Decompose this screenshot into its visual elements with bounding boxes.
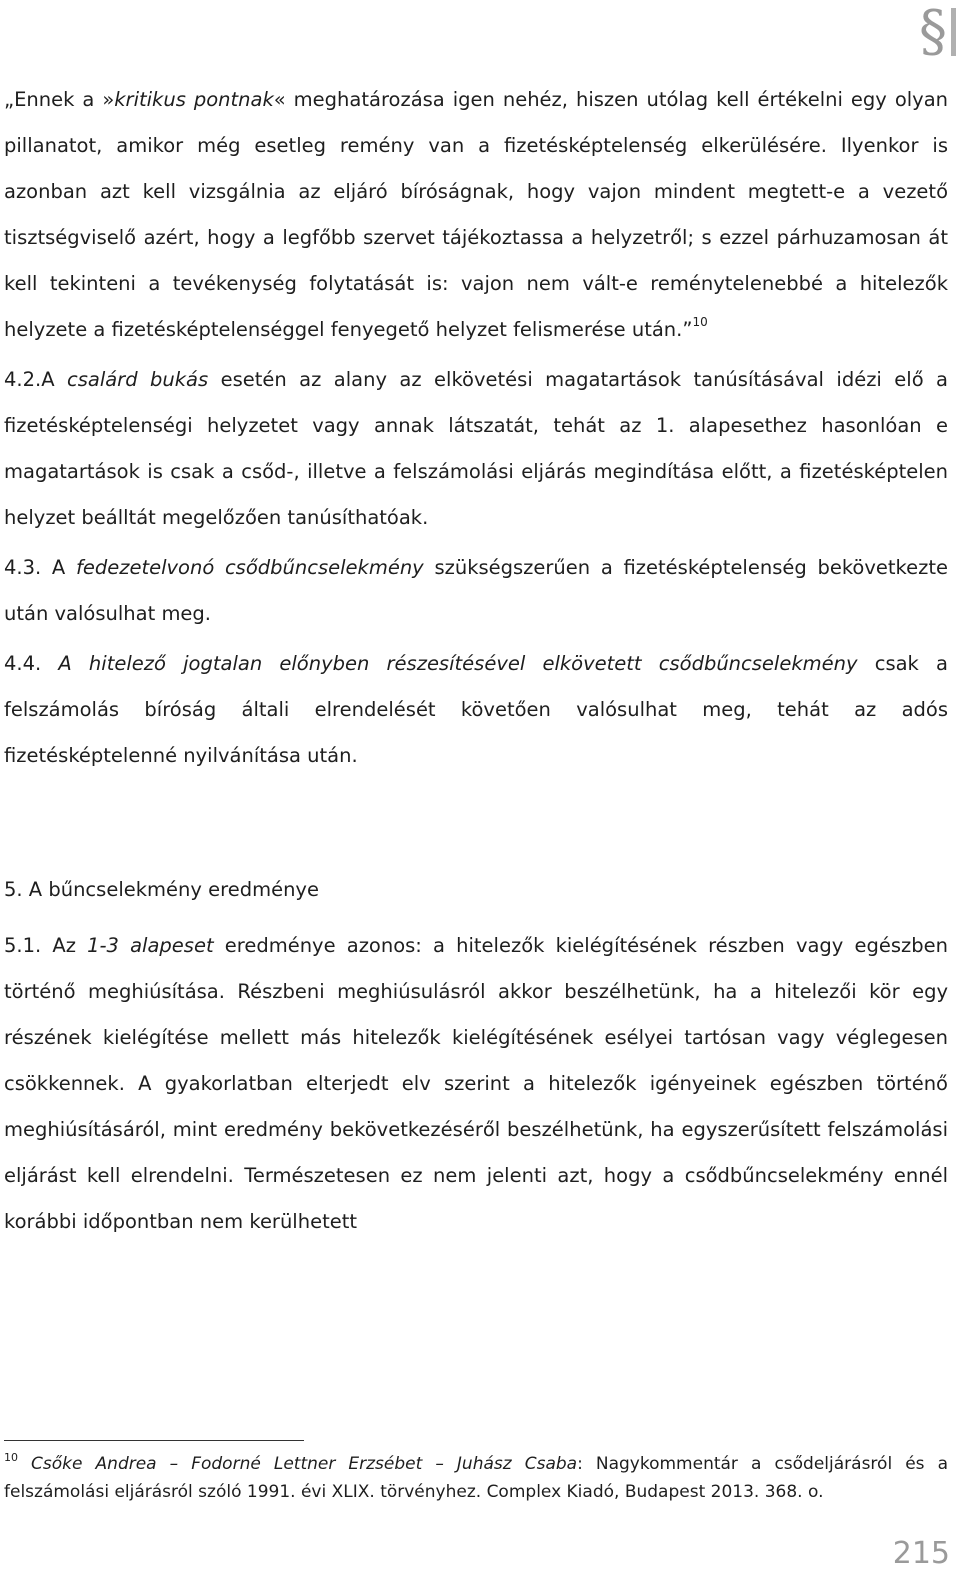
footnote-text: : Nagykommentár a csődeljárásról és a felszámolási eljárásról szóló 1991. évi XLIX. törvényhez. Complex Kiadó, Budapest 2013. 368. o. [4, 1454, 949, 1502]
paragraph-4-2 [4, 357, 948, 541]
text: eredménye azonos: a hitelezők kielégítésének részben vagy egészben történő meghiúsítása. Részbeni meghiúsulásról akkor beszélhetünk, ha a hitelezői kör egy részének kielégítése mellett más hitelezők kielégítésének esélyei tartósan vagy véglegesen csökkennek. A gyakorlatban elterjedt elv szerint a hitelezők igényeinek egészben történő meghiúsításáról, mint eredmény bekövetkezéséről beszélhetünk, ha egyszerűsített felszámolási eljárást kell elrendelni. Természetesen ez nem jelenti azt, hogy a csődbűncselekmény ennél korábbi időpontban nem kerülhetett [4, 934, 948, 1233]
text: 4.3. A [4, 556, 76, 579]
italic-text: csalárd bukás [66, 368, 209, 391]
section-logo [919, 0, 956, 64]
text: 5.1. Az [4, 934, 88, 957]
paragraph-5-1 [4, 923, 948, 1245]
footnote-number: 10 [4, 1451, 18, 1464]
italic-text: A hitelező jogtalan előnyben részesítésével elkövetett csődbűncselekmény [58, 652, 858, 675]
main-text [4, 77, 948, 1245]
text: « meghatározása igen nehéz, hiszen utólag kell értékelni egy olyan pillanatot, amikor még esetleg remény van a fizetésképtelenség elkerülésére. Ilyenkor is azonban azt kell vizsgálnia az eljáró bíróságnak, hogy vajon mindent megtett-e a vezető tisztségviselő azért, hogy a legfőbb szervet tájékoztassa a helyzetről; s ezzel párhuzamosan át kell tekinteni a tevékenység folytatását is: vajon nem vált-e reménytelenebbé a hitelezők helyzete a fizetésképtelenséggel fenyegető helyzet felismerése után.” [4, 88, 949, 341]
paragraph-4-3 [4, 545, 948, 637]
section-heading: 5. A bűncselekmény eredménye [4, 878, 319, 901]
italic-text: kritikus pontnak [114, 88, 274, 111]
text: 4.4. [4, 652, 59, 675]
paragraph-4-4 [4, 641, 948, 779]
italic-text: fedezetelvonó csődbűncselekmény [75, 556, 424, 579]
footnote-ref[interactable]: 10 [692, 315, 708, 329]
text: szükségszerűen a fizetésképtelenség bekövetkezte után valósulhat meg. [4, 556, 949, 625]
text: csak a felszámolás bíróság általi elrendelését követően valósulhat meg, tehát az adós fizetésképtelenné nyilvánítása után. [4, 652, 948, 767]
text: 4.2.A [4, 368, 67, 391]
text: esetén az alany az elkövetési magatartások tanúsításával idézi elő a fizetésképtelenségi helyzetet vagy annak látszatát, tehát az 1. alapesethez hasonlóan e magatartások is csak a csőd-, illetve a felszámolási eljárás megindítása előtt, a fizetésképtelen helyzet beálltát megelőzően tanúsíthatóak. [4, 368, 949, 529]
footnote-authors: Csőke Andrea – Fodorné Lettner Erzsébet – Juhász Csaba [18, 1454, 578, 1474]
footnote [4, 1450, 948, 1506]
logo-bar [951, 8, 956, 56]
text: „Ennek a » [4, 88, 115, 111]
page-number: 215 [892, 1536, 950, 1571]
paragraph-quote [4, 77, 948, 353]
section-symbol: § [919, 0, 941, 64]
italic-text: 1-3 alapeset [87, 934, 214, 957]
footnote-divider [4, 1440, 304, 1441]
